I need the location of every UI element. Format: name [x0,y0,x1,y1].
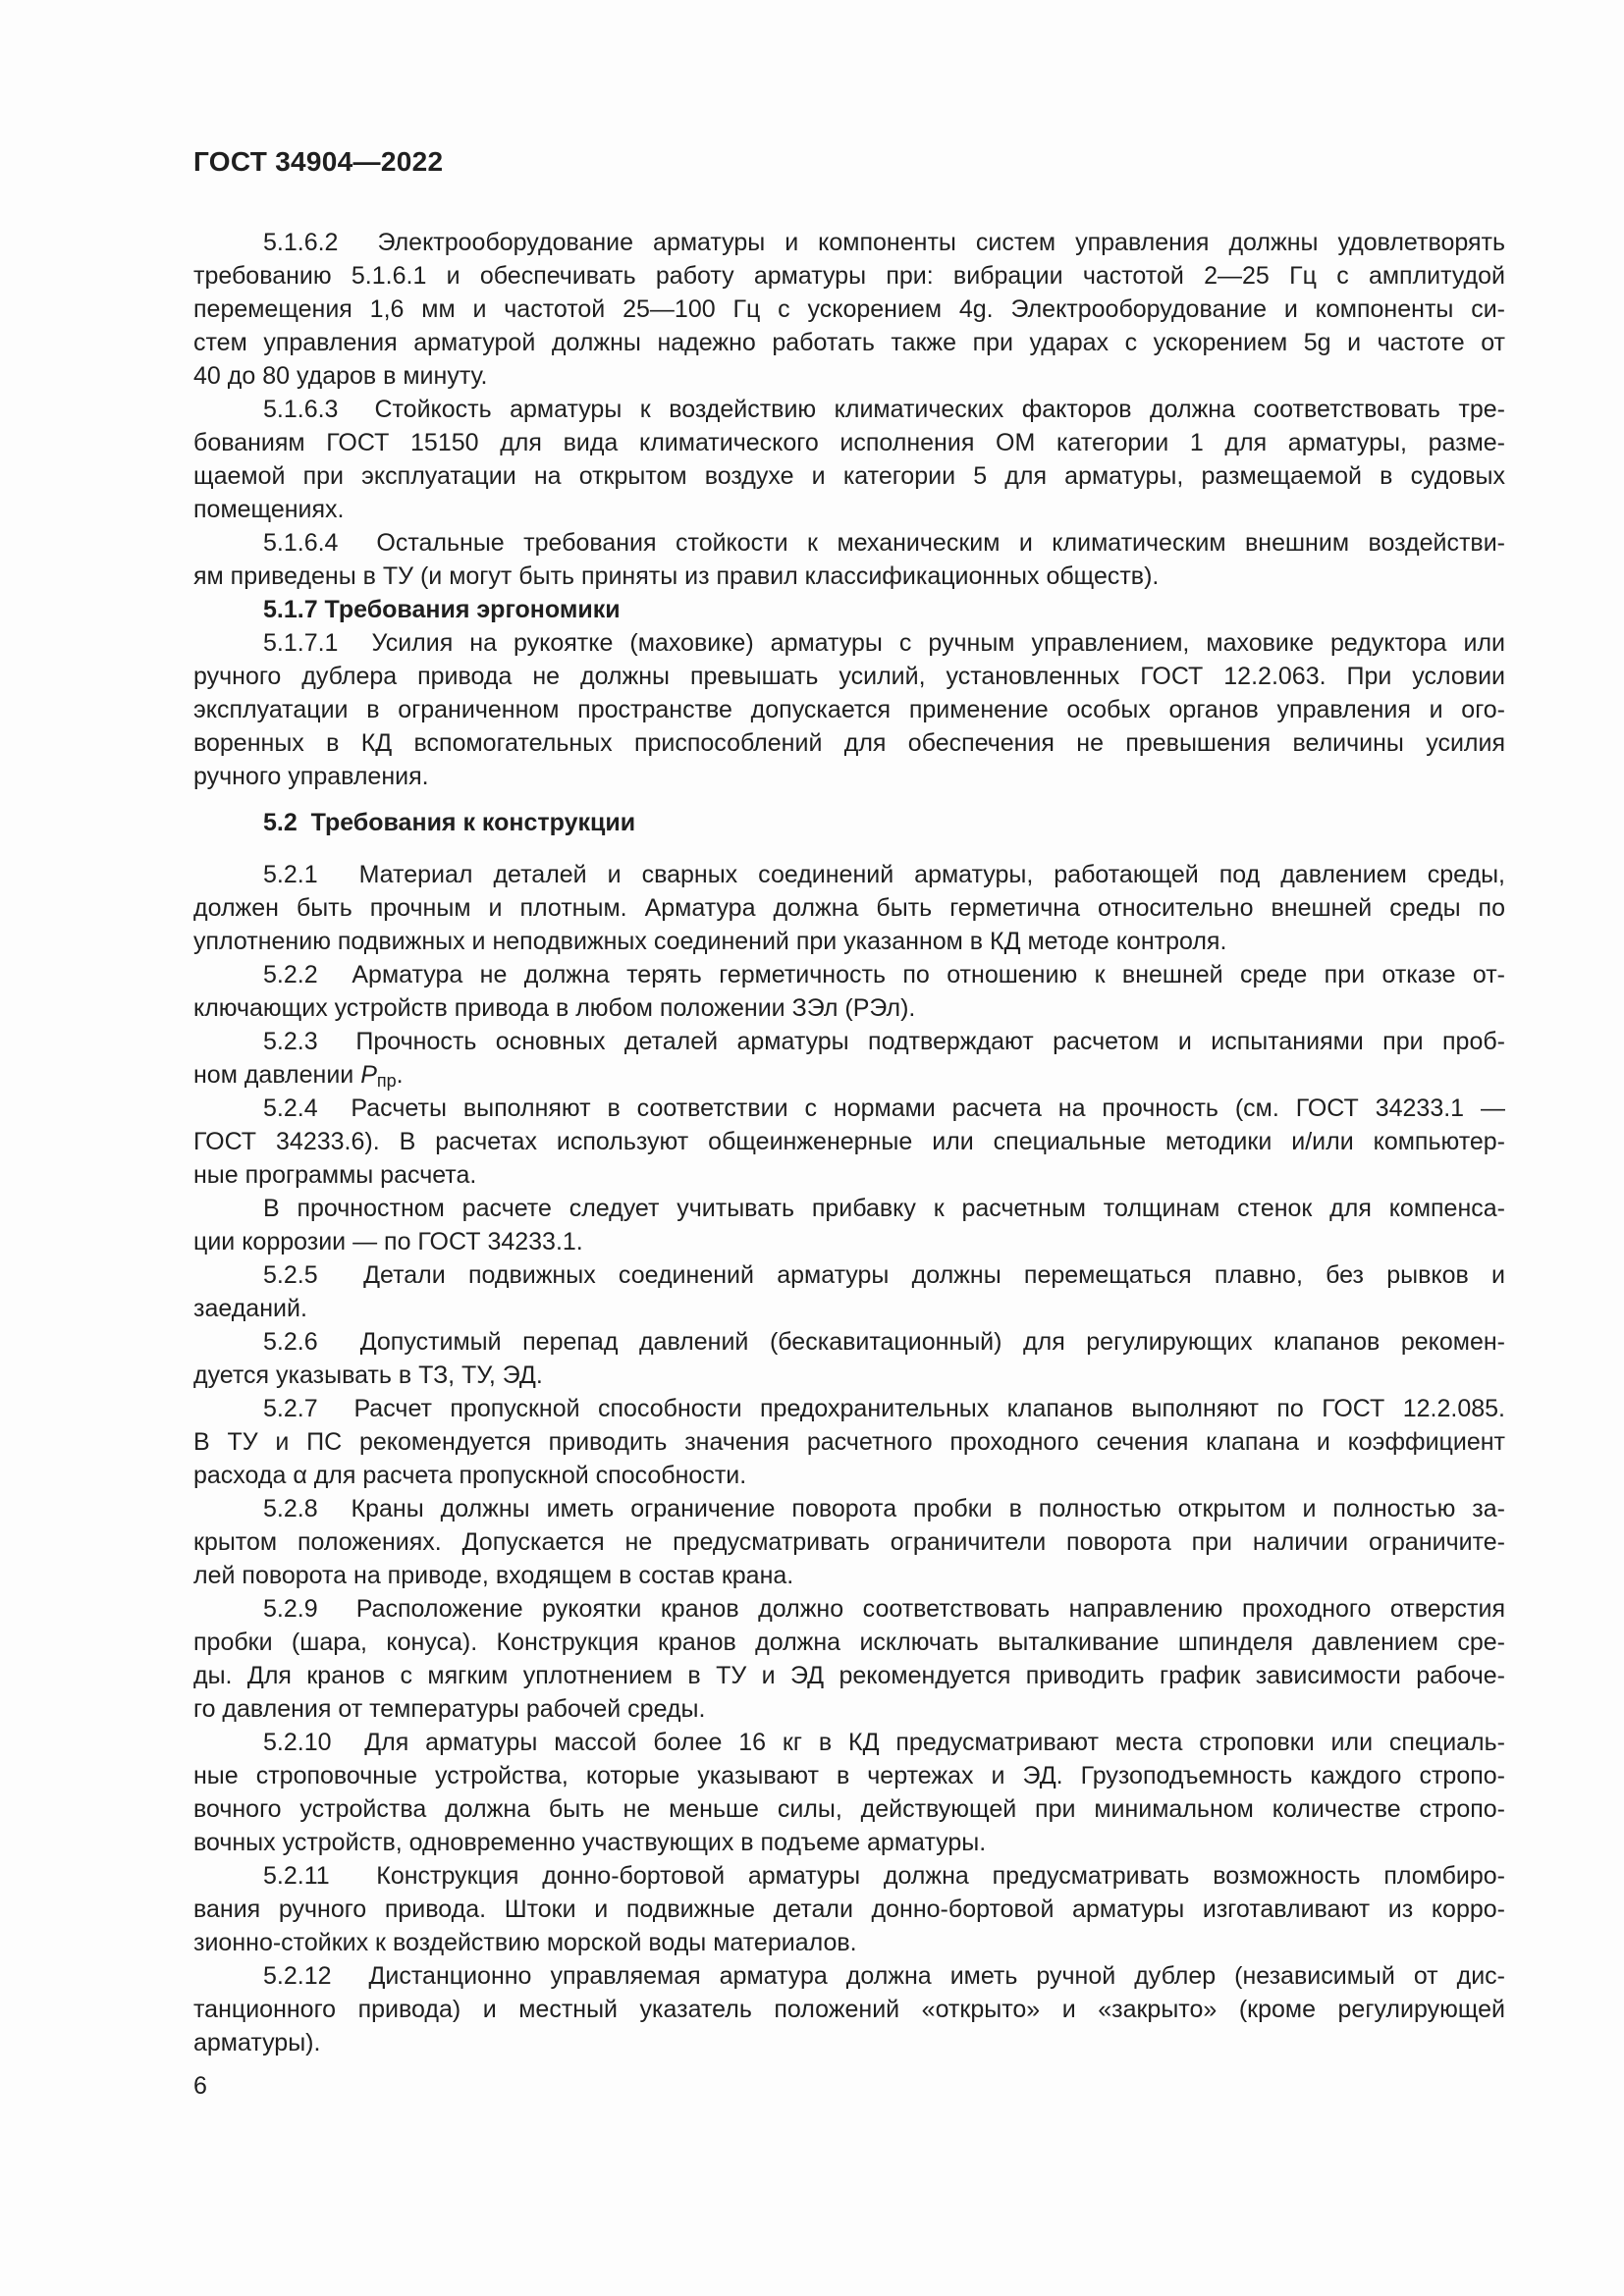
paragraph [193,1192,1505,1258]
text-line: стем управления арматурой должны надежно работать также при ударах с ускорением 5g и частоте от [193,329,1505,356]
paragraph [193,526,1505,593]
text-line: дуется указывать в ТЗ, ТУ, ЭД. [193,1362,543,1389]
text-line: 5.2 Требования к конструкции [263,809,636,836]
text-line: 5.2.5 Детали подвижных соединений арматуры должны перемещаться плавно, без рывков и [263,1261,1505,1289]
paragraph [193,1492,1505,1592]
text-line: 5.2.7 Расчет пропускной способности предохранительных клапанов выполняют по ГОСТ 12.2.085. [263,1395,1505,1422]
section-heading [193,806,1505,839]
text-line: зионно-стойких к воздействию морской воды материалов. [193,1929,857,1956]
text-line: 5.1.7.1 Усилия на рукоятке (маховике) арматуры с ручным управлением, маховике редуктора или [263,629,1505,657]
text-line: вочного устройства должна быть не меньше силы, действующей при минимальном количестве стропо- [193,1795,1505,1823]
paragraph [193,393,1505,526]
text-line: 40 до 80 ударов в минуту. [193,362,488,390]
paragraph [193,1392,1505,1492]
text-line: уплотнению подвижных и неподвижных соединений при указанном в КД методе контроля. [193,928,1227,955]
text-line: 5.2.12 Дистанционно управляемая арматура должна иметь ручной дублер (независимый от дис- [263,1962,1505,1990]
text-line: ручного управления. [193,763,429,790]
paragraph [193,1959,1505,2059]
text-line: эксплуатации в ограниченном пространстве допускается применение особых органов управления и ого- [193,696,1505,723]
text-line: вания ручного привода. Штоки и подвижные детали донно-бортовой арматуры изготавливают из корро- [193,1896,1505,1923]
text-line: бованиям ГОСТ 15150 для вида климатического исполнения ОМ категории 1 для арматуры, разме- [193,429,1505,456]
text-line: В ТУ и ПС рекомендуется приводить значения расчетного проходного сечения клапана и коэффициент [193,1428,1505,1456]
text-line: арматуры). [193,2029,321,2056]
text-line: перемещения 1,6 мм и частотой 25—100 Гц с ускорением 4g. Электрооборудование и компоненты си- [193,295,1505,323]
text-segment: ном давлении [193,1061,361,1089]
paragraph [193,1025,1505,1092]
paragraph [193,858,1505,958]
text-line: ные программы расчета. [193,1161,477,1189]
paragraph [193,1325,1505,1392]
text-line: требованию 5.1.6.1 и обеспечивать работу арматуры при: вибрации частотой 2—25 Гц с амплитудой [193,262,1505,290]
paragraph [193,1592,1505,1726]
text-line: 5.1.7 Требования эргономики [263,596,621,623]
text-line: заеданий. [193,1295,307,1322]
text-line: 5.2.4 Расчеты выполняют в соответствии с нормами расчета на прочность (см. ГОСТ 34233.1 — [263,1095,1505,1122]
section-heading [193,593,1505,626]
paragraph [193,626,1505,793]
text-line: 5.2.1 Материал деталей и сварных соединений арматуры, работающей под давлением среды, [263,861,1505,888]
paragraph [193,958,1505,1025]
text-segment: . [396,1061,404,1089]
paragraph [193,226,1505,393]
text-line: пробки (шара, конуса). Конструкция кранов должна исключать выталкивание шпинделя давлением сре- [193,1629,1505,1656]
text-line: ям приведены в ТУ (и могут быть приняты из правил классификационных обществ). [193,562,1160,590]
text-line: расхода α для расчета пропускной способности. [193,1462,747,1489]
text-line: должен быть прочным и плотным. Арматура должна быть герметична относительно внешней среды по [193,894,1505,922]
paragraph [193,1859,1505,1959]
text-line: 5.2.6 Допустимый перепад давлений (бескавитационный) для регулирующих клапанов рекомен- [263,1328,1505,1356]
text-line: 5.2.8 Краны должны иметь ограничение поворота пробки в полностью открытом и полностью за- [263,1495,1505,1522]
standard-code-header: ГОСТ 34904—2022 [193,146,444,177]
text-line: 5.2.10 Для арматуры массой более 16 кг в КД предусматривают места строповки или специаль- [263,1729,1505,1756]
text-line: крытом положениях. Допускается не предусматривать ограничители поворота при наличии ограничите- [193,1528,1505,1556]
text-line: ручного дублера привода не должны превышать усилий, установленных ГОСТ 12.2.063. При условии [193,663,1505,690]
text-line: танционного привода) и местный указатель положений «открыто» и «закрыто» (кроме регулирующей [193,1996,1505,2023]
text-line: ции коррозии — по ГОСТ 34233.1. [193,1228,583,1255]
page-number: 6 [193,2072,207,2100]
text-line: ды. Для кранов с мягким уплотнением в ТУ и ЭД рекомендуется приводить график зависимости рабоче- [193,1662,1505,1689]
text-line: 5.1.6.3 Стойкость арматуры к воздействию климатических факторов должна соответствовать тре- [263,396,1505,423]
paragraph [193,1258,1505,1325]
text-line: вочных устройств, одновременно участвующих в подъеме арматуры. [193,1829,987,1856]
text-line: лей поворота на приводе, входящем в состав крана. [193,1562,794,1589]
text-line: ГОСТ 34233.6). В расчетах используют общеинженерные или специальные методики и/или компьютер- [193,1128,1505,1155]
text-line: 5.1.6.4 Остальные требования стойкости к механическим и климатическим внешним воздействи- [263,529,1505,557]
text-line: го давления от температуры рабочей среды. [193,1695,706,1723]
text-line: 5.1.6.2 Электрооборудование арматуры и компоненты систем управления должны удовлетворять [263,229,1505,256]
text-line [193,1058,1505,1092]
text-line: 5.2.3 Прочность основных деталей арматуры подтверждают расчетом и испытаниями при проб- [263,1028,1505,1055]
italic-symbol: P [360,1061,377,1089]
text-line: воренных в КД вспомогательных приспособлений для обеспечения не превышения величины усилия [193,729,1505,757]
text-line: В прочностном расчете следует учитывать прибавку к расчетным толщинам стенок для компенса- [263,1195,1505,1222]
subscript-text: пр [376,1070,397,1091]
document-body [193,226,1505,2059]
text-line: ключающих устройств привода в любом положении ЗЭл (РЭл). [193,994,916,1022]
text-line: помещениях. [193,496,345,523]
text-line: ные строповочные устройства, которые указывают в чертежах и ЭД. Грузоподъемность каждого стропо- [193,1762,1505,1789]
paragraph [193,1726,1505,1859]
text-line: щаемой при эксплуатации на открытом воздухе и категории 5 для арматуры, размещаемой в судовых [193,462,1505,490]
paragraph [193,1092,1505,1192]
text-line: 5.2.2 Арматура не должна терять герметичность по отношению к внешней среде при отказе от- [263,961,1505,988]
text-line: 5.2.11 Конструкция донно-бортовой арматуры должна предусматривать возможность пломбиро- [263,1862,1505,1890]
text-line: 5.2.9 Расположение рукоятки кранов должно соответствовать направлению проходного отверстия [263,1595,1505,1623]
